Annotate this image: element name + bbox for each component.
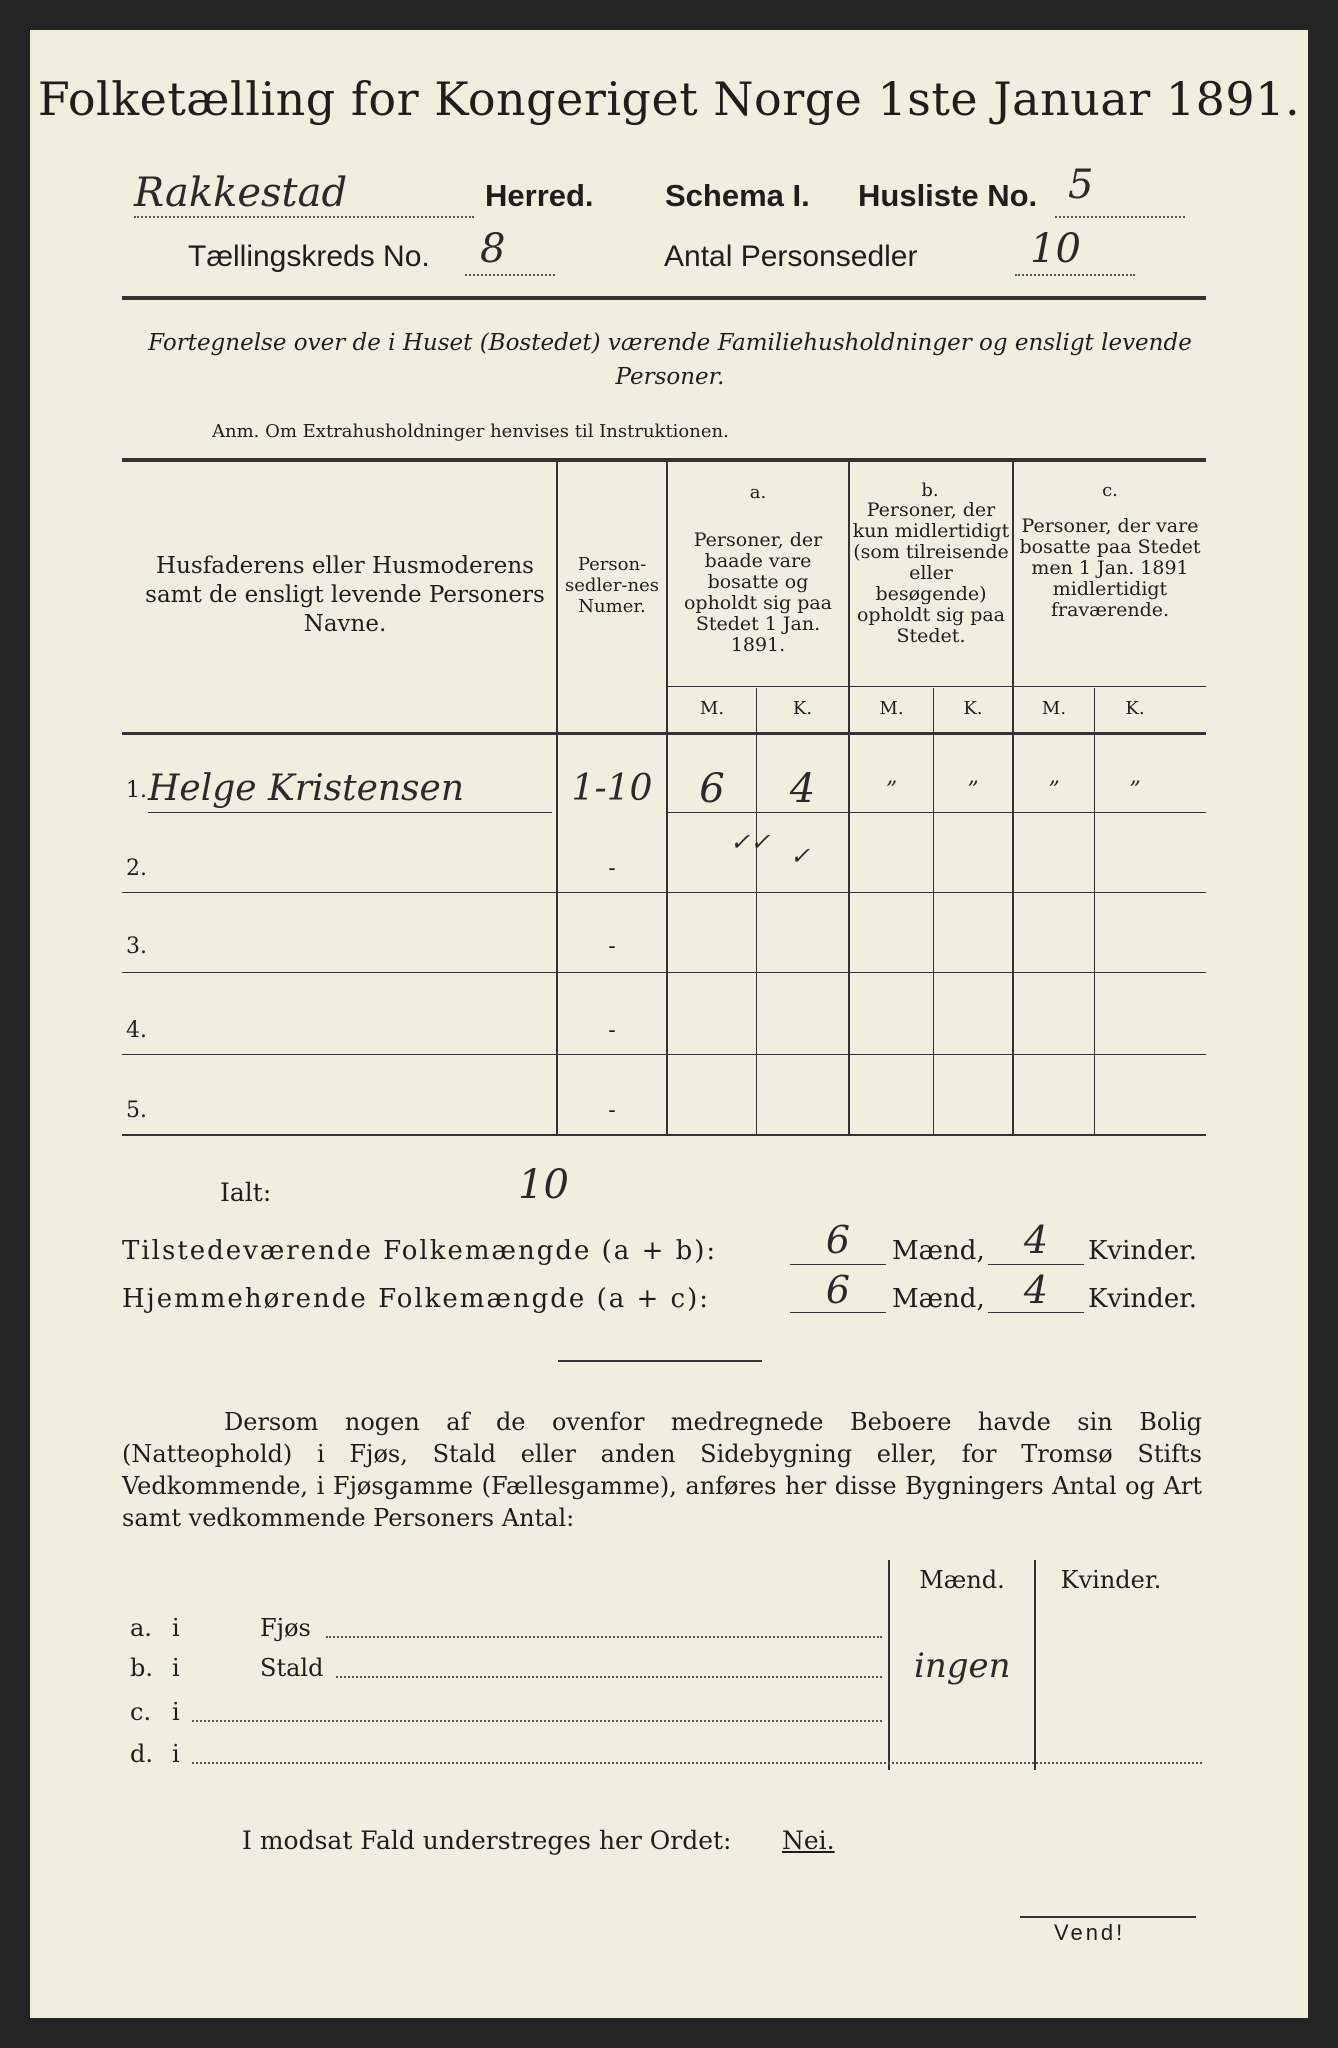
row-sedler: - bbox=[608, 1018, 616, 1043]
row-number: 2. bbox=[126, 856, 147, 881]
intro-description: Fortegnelse over de i Huset (Bostedet) værende Familiehusholdninger og ensligt levende Personer. bbox=[148, 330, 1192, 390]
item-letter: a. bbox=[130, 1614, 152, 1642]
item-letter: b. bbox=[130, 1654, 153, 1682]
husliste-value: 5 bbox=[1068, 162, 1094, 208]
row-number: 5. bbox=[126, 1098, 147, 1123]
row-number: 1. bbox=[126, 778, 147, 803]
hjemme-m: 6 bbox=[825, 1268, 851, 1312]
kreds-label: Tællingskreds No. bbox=[188, 240, 430, 273]
item-label: Fjøs bbox=[260, 1614, 311, 1642]
row-a-k: 4 bbox=[789, 766, 816, 812]
maend-label: Mænd, bbox=[892, 1284, 985, 1314]
col-a-header: Personer, der baade vare bosatte og opholdt sig paa Stedet 1 Jan. 1891. bbox=[683, 529, 833, 656]
kvinder-label: Kvinder. bbox=[1088, 1284, 1198, 1314]
census-form-page bbox=[30, 30, 1308, 2018]
sidebygning-paragraph: Dersom nogen af de ovenfor medregnede Beboere havde sin Bolig (Natteophold) i Fjøs, Stald eller anden Sidebygning eller, for Tromsø Stifts Vedkommende, i Fjøsgamme (Fællesgamme), anføres her disse Bygningers Antal og Art samt vedkommende Personers Antal: bbox=[122, 1408, 1202, 1532]
antal-label: Antal Personsedler bbox=[664, 240, 918, 273]
row-number: 4. bbox=[126, 1018, 147, 1043]
row-sedler: - bbox=[608, 1098, 616, 1123]
col-a-k: K. bbox=[792, 698, 813, 719]
row-b-m: ” bbox=[885, 778, 898, 803]
sub-header-rule bbox=[666, 686, 1206, 687]
row-c-m: ” bbox=[1048, 778, 1060, 803]
kreds-value: 8 bbox=[480, 226, 506, 272]
maend-label: Mænd, bbox=[892, 1236, 985, 1266]
row-rule bbox=[122, 892, 1206, 893]
col-b-header: Personer, der kun midlertidigt (som tilreisende eller besøgende) opholdt sig paa Stedet. bbox=[852, 499, 1010, 647]
table-header-rule bbox=[122, 732, 1206, 735]
tilsted-m: 6 bbox=[825, 1218, 851, 1262]
item-label: Stald bbox=[260, 1654, 324, 1682]
col-c-m: M. bbox=[1041, 698, 1067, 719]
herred-label: Herred. bbox=[485, 178, 594, 213]
row-sedler: - bbox=[608, 934, 616, 959]
item-dots bbox=[336, 1676, 882, 1678]
ialt-value: 10 bbox=[518, 1162, 569, 1208]
row-sedler: - bbox=[608, 856, 616, 881]
item-dots bbox=[326, 1636, 882, 1638]
hjemme-k: 4 bbox=[1023, 1268, 1049, 1312]
col-b-m: M. bbox=[879, 698, 904, 719]
kreds-dots bbox=[465, 274, 555, 276]
col-b-letter: b. bbox=[921, 480, 939, 501]
row-rule bbox=[148, 812, 552, 813]
hjemme-label: Hjemmehørende Folkemængde (a + c): bbox=[122, 1284, 710, 1314]
item-i: i bbox=[172, 1698, 180, 1726]
hjemme-k-line bbox=[988, 1312, 1084, 1313]
col-c-header: Personer, der vare bosatte paa Stedet men 1 Jan. 1891 midlertidigt fraværende. bbox=[1019, 515, 1201, 621]
antal-dots bbox=[1015, 274, 1135, 276]
vend-rule bbox=[1020, 1916, 1196, 1918]
vend-label: Vend! bbox=[1054, 1920, 1126, 1945]
row-b-k: ” bbox=[967, 778, 979, 803]
header-rule bbox=[122, 296, 1206, 300]
col-a-m: M. bbox=[699, 698, 725, 719]
bottom-col-maend: Mænd. bbox=[919, 1566, 1005, 1594]
item-dots bbox=[192, 1762, 1202, 1764]
row-rule bbox=[668, 812, 1206, 813]
husliste-dots bbox=[1055, 216, 1185, 218]
check-mark: ✓ bbox=[790, 842, 811, 870]
table-top-rule bbox=[122, 458, 1206, 462]
col-c-k: K. bbox=[1125, 698, 1145, 719]
modsat-label: I modsat Fald understreges her Ordet: bbox=[242, 1826, 732, 1855]
col-c-letter: c. bbox=[1102, 480, 1118, 501]
col-b-k: K. bbox=[963, 698, 983, 719]
col-number-header: Person-sedler-nes Numer. bbox=[565, 554, 659, 617]
herred-dots bbox=[134, 216, 474, 218]
bottom-col-kvinder: Kvinder. bbox=[1060, 1566, 1162, 1594]
row-rule bbox=[122, 972, 1206, 973]
anm-note: Anm. Om Extrahusholdninger henvises til Instruktionen. bbox=[212, 421, 729, 442]
item-i: i bbox=[172, 1654, 180, 1682]
row-name: Helge Kristensen bbox=[148, 768, 465, 809]
modsat-value: Nei. bbox=[782, 1826, 835, 1855]
row-c-k: ” bbox=[1129, 778, 1141, 803]
kvinder-label: Kvinder. bbox=[1088, 1236, 1198, 1266]
tilsted-k: 4 bbox=[1023, 1218, 1049, 1262]
hjemme-m-line bbox=[790, 1312, 886, 1313]
item-letter: c. bbox=[130, 1698, 152, 1726]
item-i: i bbox=[172, 1740, 180, 1768]
tilsted-label: Tilstedeværende Folkemængde (a + b): bbox=[122, 1236, 718, 1266]
col-name-header: Husfaderens eller Husmoderens samt de ensligt levende Personers Navne. bbox=[145, 553, 545, 637]
section-divider bbox=[558, 1360, 762, 1362]
col-divider-b-mk bbox=[933, 688, 934, 1134]
col-divider-c-mk bbox=[1094, 688, 1095, 1134]
schema-label: Schema I. bbox=[665, 178, 810, 213]
form-title: Folketælling for Kongeriget Norge 1ste Januar 1891. bbox=[37, 72, 1301, 126]
row-rule bbox=[122, 1054, 1206, 1055]
col-divider-a-mk bbox=[756, 688, 757, 1134]
herred-value: Rakkestad bbox=[134, 170, 348, 216]
ingen-value: ingen bbox=[914, 1646, 1011, 1686]
tilsted-m-line bbox=[790, 1264, 886, 1265]
col-a-letter: a. bbox=[749, 482, 767, 503]
check-mark: ✓✓ bbox=[730, 828, 771, 856]
row-a-m: 6 bbox=[699, 766, 725, 812]
table-bottom-rule bbox=[122, 1134, 1206, 1136]
tilsted-k-line bbox=[988, 1264, 1084, 1265]
row-number: 3. bbox=[126, 934, 147, 959]
ialt-label: Ialt: bbox=[220, 1178, 272, 1207]
antal-value: 10 bbox=[1030, 226, 1081, 272]
husliste-label: Husliste No. bbox=[858, 178, 1038, 213]
item-letter: d. bbox=[130, 1740, 153, 1768]
item-dots bbox=[192, 1720, 882, 1722]
row-sedler: 1-10 bbox=[571, 768, 653, 809]
item-i: i bbox=[172, 1614, 180, 1642]
